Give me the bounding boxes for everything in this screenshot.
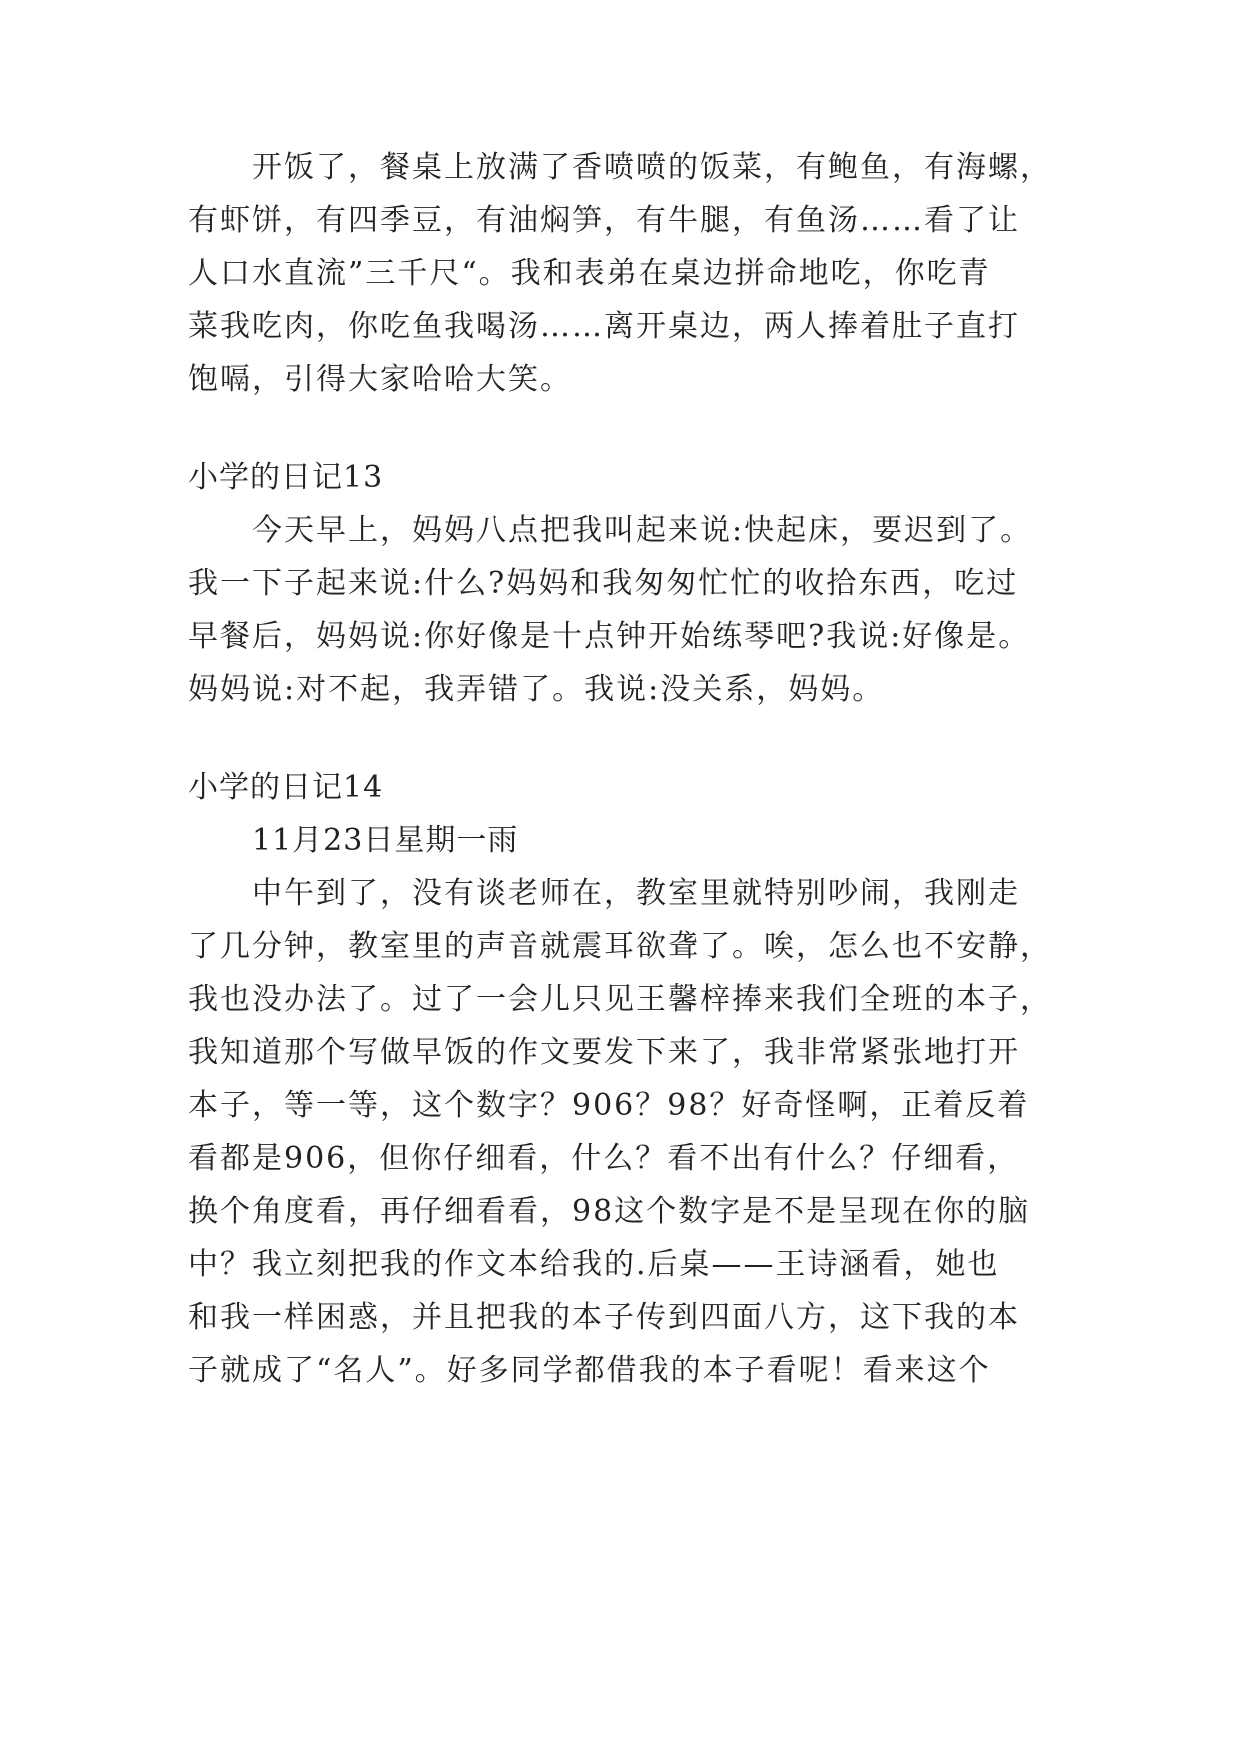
paragraph-line: 我也没办法了。过了一会儿只见王馨梓捧来我们全班的本子， bbox=[188, 982, 1052, 1017]
paragraph-line: 了几分钟，教室里的声音就震耳欲聋了。唉，怎么也不安静， bbox=[188, 929, 1052, 964]
paragraph-line: 换个角度看，再仔细看看，98这个数字是不是呈现在你的脑 bbox=[188, 1194, 1031, 1229]
paragraph-line: 人口水直流”三千尺“。我和表弟在桌边拼命地吃，你吃青 bbox=[188, 256, 991, 291]
paragraph-line: 看都是906，但你仔细看，什么？看不出有什么？仔细看， bbox=[188, 1141, 1020, 1176]
paragraph-line: 开饭了，餐桌上放满了香喷喷的饭菜，有鲍鱼，有海螺， bbox=[252, 150, 1052, 185]
diary-entry-14-title: 小学的日记14 bbox=[188, 770, 384, 805]
paragraph-line: 今天早上，妈妈八点把我叫起来说:快起床，要迟到了。 bbox=[252, 513, 1033, 548]
paragraph-line: 本子，等一等，这个数字？906？98？好奇怪啊，正着反着 bbox=[188, 1088, 1030, 1123]
paragraph-line: 有虾饼，有四季豆，有油焖笋，有牛腿，有鱼汤……看了让 bbox=[188, 203, 1020, 238]
paragraph-line: 菜我吃肉，你吃鱼我喝汤……离开桌边，两人捧着肚子直打 bbox=[188, 309, 1020, 344]
diary-entry-13-title: 小学的日记13 bbox=[188, 460, 384, 495]
paragraph-line: 中？我立刻把我的作文本给我的.后桌——王诗涵看，她也 bbox=[188, 1247, 1000, 1282]
paragraph-line: 和我一样困惑，并且把我的本子传到四面八方，这下我的本 bbox=[188, 1300, 1020, 1335]
paragraph-line: 我知道那个写做早饭的作文要发下来了，我非常紧张地打开 bbox=[188, 1035, 1020, 1070]
paragraph-line: 中午到了，没有谈老师在，教室里就特别吵闹，我刚走 bbox=[252, 876, 1020, 911]
paragraph-line: 子就成了“名人”。好多同学都借我的本子看呢！看来这个 bbox=[188, 1353, 991, 1388]
paragraph-line: 妈妈说:对不起，我弄错了。我说:没关系，妈妈。 bbox=[188, 672, 885, 707]
diary-entry-14-date: 11月23日星期一雨 bbox=[252, 823, 519, 858]
paragraph-line: 我一下子起来说:什么?妈妈和我匆匆忙忙的收拾东西，吃过 bbox=[188, 566, 1019, 601]
paragraph-line: 早餐后，妈妈说:你好像是十点钟开始练琴吧?我说:好像是。 bbox=[188, 619, 1031, 654]
paragraph-line: 饱嗝，引得大家哈哈大笑。 bbox=[188, 362, 572, 397]
